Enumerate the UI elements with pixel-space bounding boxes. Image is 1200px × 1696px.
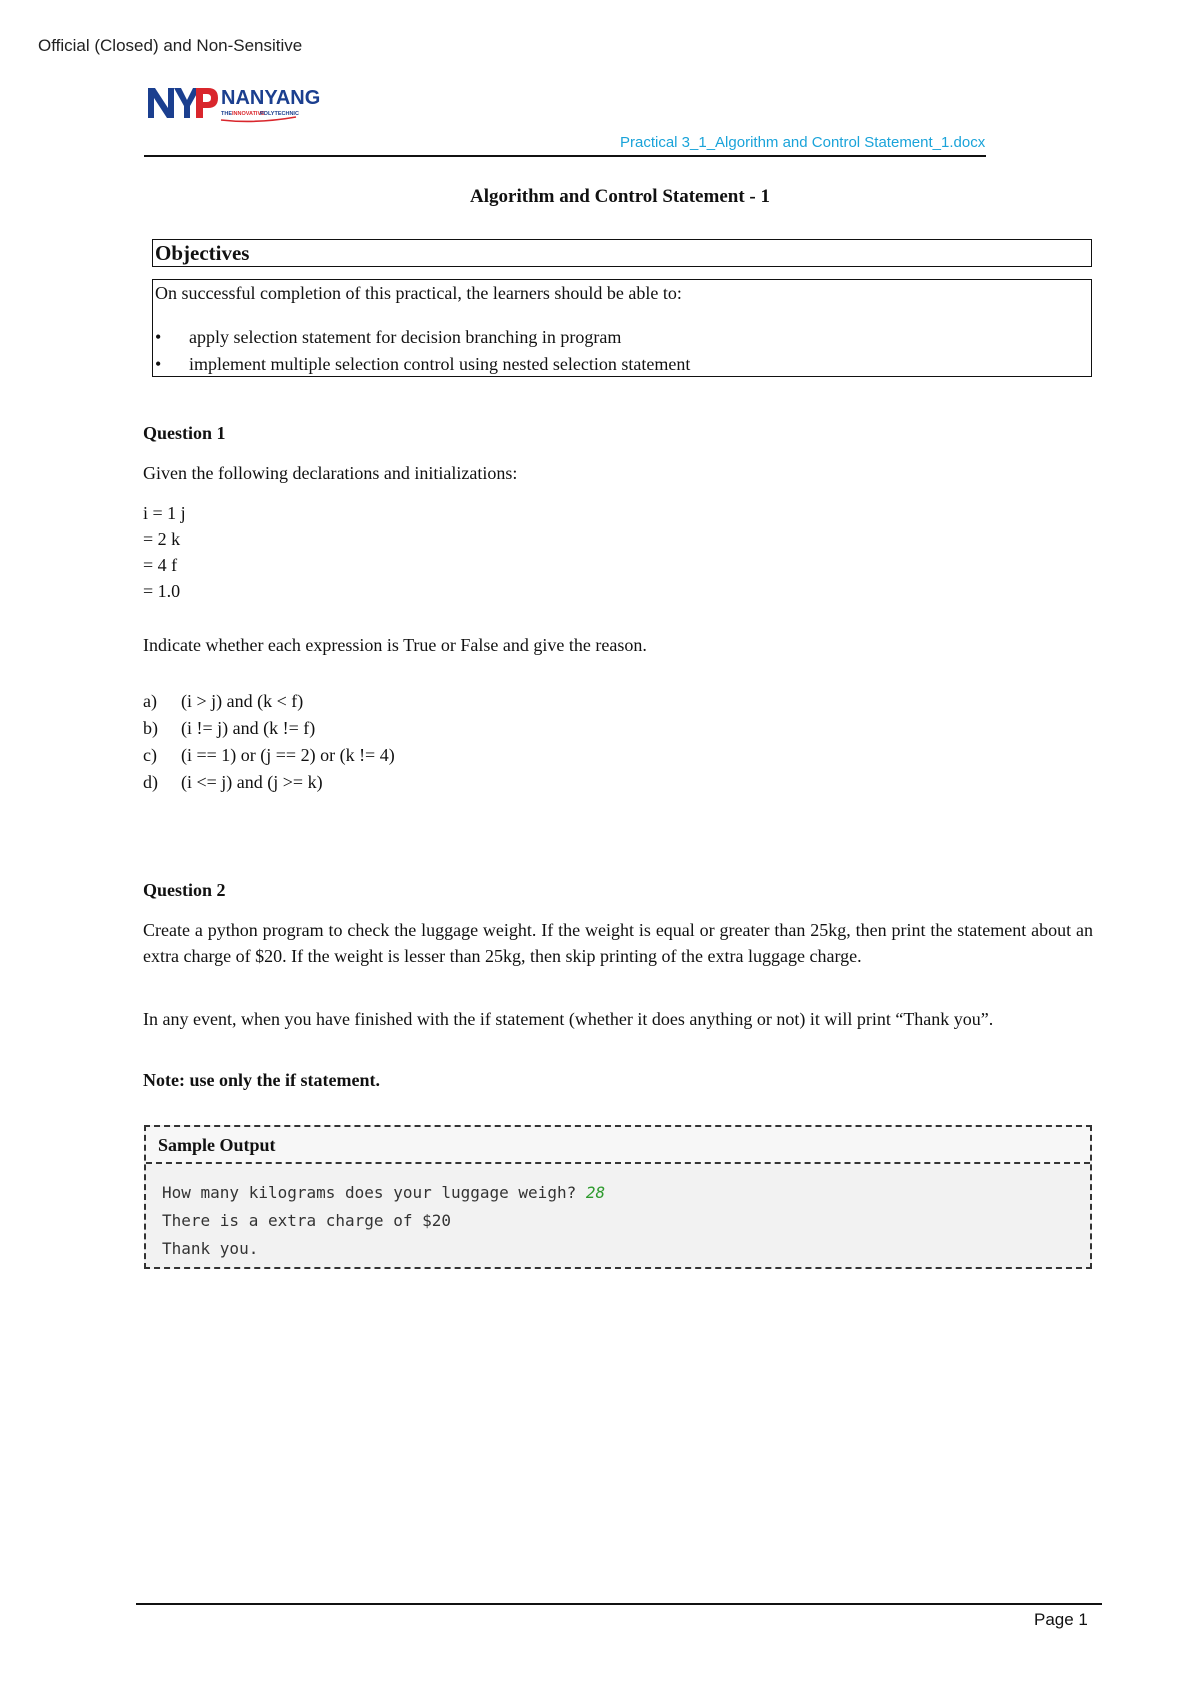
console-user-input: 28 [585,1183,606,1202]
nyp-logo [146,82,326,126]
expression-item [143,688,395,715]
question-2-heading: Question 2 [143,880,226,900]
sample-output-header [146,1127,1090,1164]
question-2-paragraph-2: In any event, when you have finished with the if statement (whether it does anything or not) it will print “Thank you”. [143,1009,994,1029]
classification-label: Official (Closed) and Non-Sensitive [38,36,303,55]
svg-text:THE: THE [221,111,232,117]
objective-item: • implement multiple selection control using nested selection statement [153,351,690,378]
expression-text: (i > j) and (k < f) [181,691,304,711]
console-line: Thank you. [162,1239,259,1258]
header-divider [144,155,986,157]
objective-item: • apply selection statement for decision branching in program [153,324,690,351]
document-title: Algorithm and Control Statement - 1 [470,186,770,207]
logo-mark [146,82,326,126]
console-line [162,1179,605,1207]
svg-text:INNOVATIVE: INNOVATIVE [232,111,265,117]
expression-text: (i <= j) and (j >= k) [181,772,323,792]
declaration-line: = 2 k [143,529,181,549]
question-1-heading: Question 1 [143,423,226,443]
page-number: Page 1 [1034,1610,1088,1629]
console-line: There is a extra charge of $20 [162,1211,451,1230]
footer-divider [136,1603,1102,1605]
sample-output-box [144,1125,1092,1269]
objectives-list [153,324,690,378]
declaration-line: = 1.0 [143,581,181,601]
sample-output-console [162,1179,605,1263]
expression-text: (i != j) and (k != f) [181,718,316,738]
svg-text:POLYTECHNIC: POLYTECHNIC [260,111,299,117]
expression-item [143,769,395,796]
document-filename: Practical 3_1_Algorithm and Control Statement_1.docx [620,134,986,151]
sample-output-title: Sample Output [158,1135,276,1155]
question-2-paragraph-1: Create a python program to check the luggage weight. If the weight is equal or greater than 25kg, then print the statement about an extra charge of $20. If the weight is lesser than 25kg, then skip printing of the extra luggage charge. [143,920,1093,966]
expression-label: a) [143,691,157,711]
expression-text: (i == 1) or (j == 2) or (k != 4) [181,745,395,765]
declaration-line: i = 1 j [143,503,186,523]
objectives-heading-box [152,239,1092,267]
objectives-body-box [152,279,1092,377]
logo-wordmark: NANYANG [221,87,321,109]
expression-label: b) [143,718,158,738]
declaration-line: = 4 f [143,555,178,575]
objectives-heading: Objectives [155,241,250,265]
question-1-instruction: Indicate whether each expression is True or False and give the reason. [143,635,647,655]
question-2-note: Note: use only the if statement. [143,1070,380,1090]
expression-item [143,715,395,742]
expression-label: c) [143,745,157,765]
objectives-intro: On successful completion of this practical, the learners should be able to: [155,283,682,303]
expression-item [143,742,395,769]
question-1-intro: Given the following declarations and initializations: [143,463,518,483]
declarations-block [143,500,186,604]
console-prompt: How many kilograms does your luggage weigh? [162,1183,586,1202]
expression-list [143,688,395,796]
expression-label: d) [143,772,158,792]
